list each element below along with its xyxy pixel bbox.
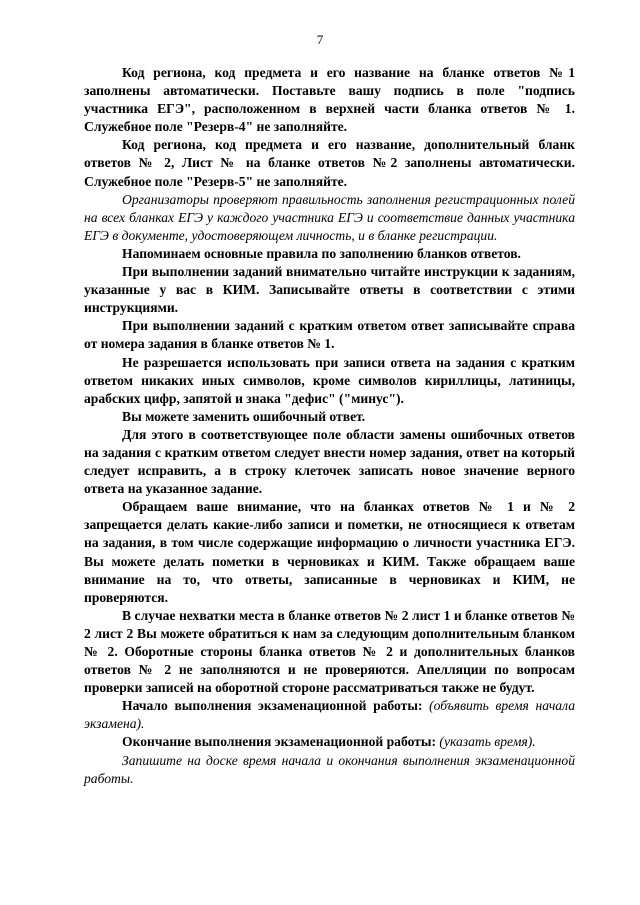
paragraph-replace-answer: Вы можете заменить ошибочный ответ. <box>122 408 366 424</box>
paragraph-organizers-check: Организаторы проверяют правильность заполнения регистрационных полей на всех бланках ЕГЭ у каждого участника ЕГЭ и соответствие данных участника ЕГЭ в документе, удостоверяющем личность, и в бланке регистрации. <box>84 191 575 243</box>
exam-start-note: (объявить время начала экзамена). <box>84 698 575 732</box>
paragraph-read-instructions: При выполнении заданий внимательно читайте инструкции к заданиям, указанные у вас в КИМ. Записывайте ответы в соответствии с этими инструкциями. <box>84 264 575 316</box>
board-note: Запишите на доске время начала и окончания выполнения экзаменационной работы. <box>84 752 575 786</box>
exam-start-line <box>84 697 575 733</box>
paragraph-allowed-symbols: Не разрешается использовать при записи ответа на задания с кратким ответом никаких иных символов, кроме символов кириллицы, латиницы, арабских цифр, запятой и знака "дефис" ("минус"). <box>84 354 575 406</box>
exam-end-label: Окончание выполнения экзаменационной работы: <box>122 734 437 750</box>
paragraph-region-code-form-1: Код региона, код предмета и его название на бланке ответов №1 заполнены автоматически. Поставьте вашу подпись в поле "подпись участника ЕГЭ", расположенном в верхней части бланка ответов № 1. Служебное поле "Резерв-4" не заполняйте. <box>84 65 575 135</box>
paragraph-replacement-area: Для этого в соответствующее поле области замены ошибочных ответов на задания с кратким ответом следует внести номер задания, ответ на который следует исправить, а в строку клеточек записать новое значение верного ответа на указанное задание. <box>84 426 575 497</box>
exam-end-note: (указать время). <box>439 734 536 750</box>
exam-end-line <box>84 733 575 751</box>
instruction-text <box>84 64 575 788</box>
paragraph-extra-forms: В случае нехватки места в бланке ответов № 2 лист 1 и бланке ответов № 2 лист 2 Вы можете обратиться к нам за следующим дополнительным бланком № 2. Оборотные стороны бланка ответов № 2 и дополнительных бланков ответов № 2 не заполняются и не проверяются. Апелляции по вопросам проверки записей на оборотной стороне рассматриваться также не будут. <box>84 607 575 696</box>
page-number: 7 <box>316 32 324 47</box>
paragraph-rules-reminder: Напоминаем основные правила по заполнению бланков ответов. <box>122 245 521 261</box>
paragraph-short-answer: При выполнении заданий с кратким ответом ответ записывайте справа от номера задания в бланке ответов № 1. <box>84 318 575 352</box>
paragraph-region-code-form-2: Код региона, код предмета и его название, дополнительный бланк ответов № 2, Лист № на бланке ответов №2 заполнены автоматически. Служебное поле "Резерв-5" не заполняйте. <box>84 137 575 189</box>
paragraph-no-marks: Обращаем ваше внимание, что на бланках ответов № 1 и № 2 запрещается делать какие-либо записи и пометки, не относящиеся к ответам на задания, в том числе содержащие информацию о личности участника ЕГЭ. Вы можете делать пометки в черновиках и КИМ. Также обращаем ваше внимание на то, что ответы, записанные в черновиках и КИМ, не проверяются. <box>84 499 575 605</box>
exam-start-label: Начало выполнения экзаменационной работы: <box>122 698 423 714</box>
